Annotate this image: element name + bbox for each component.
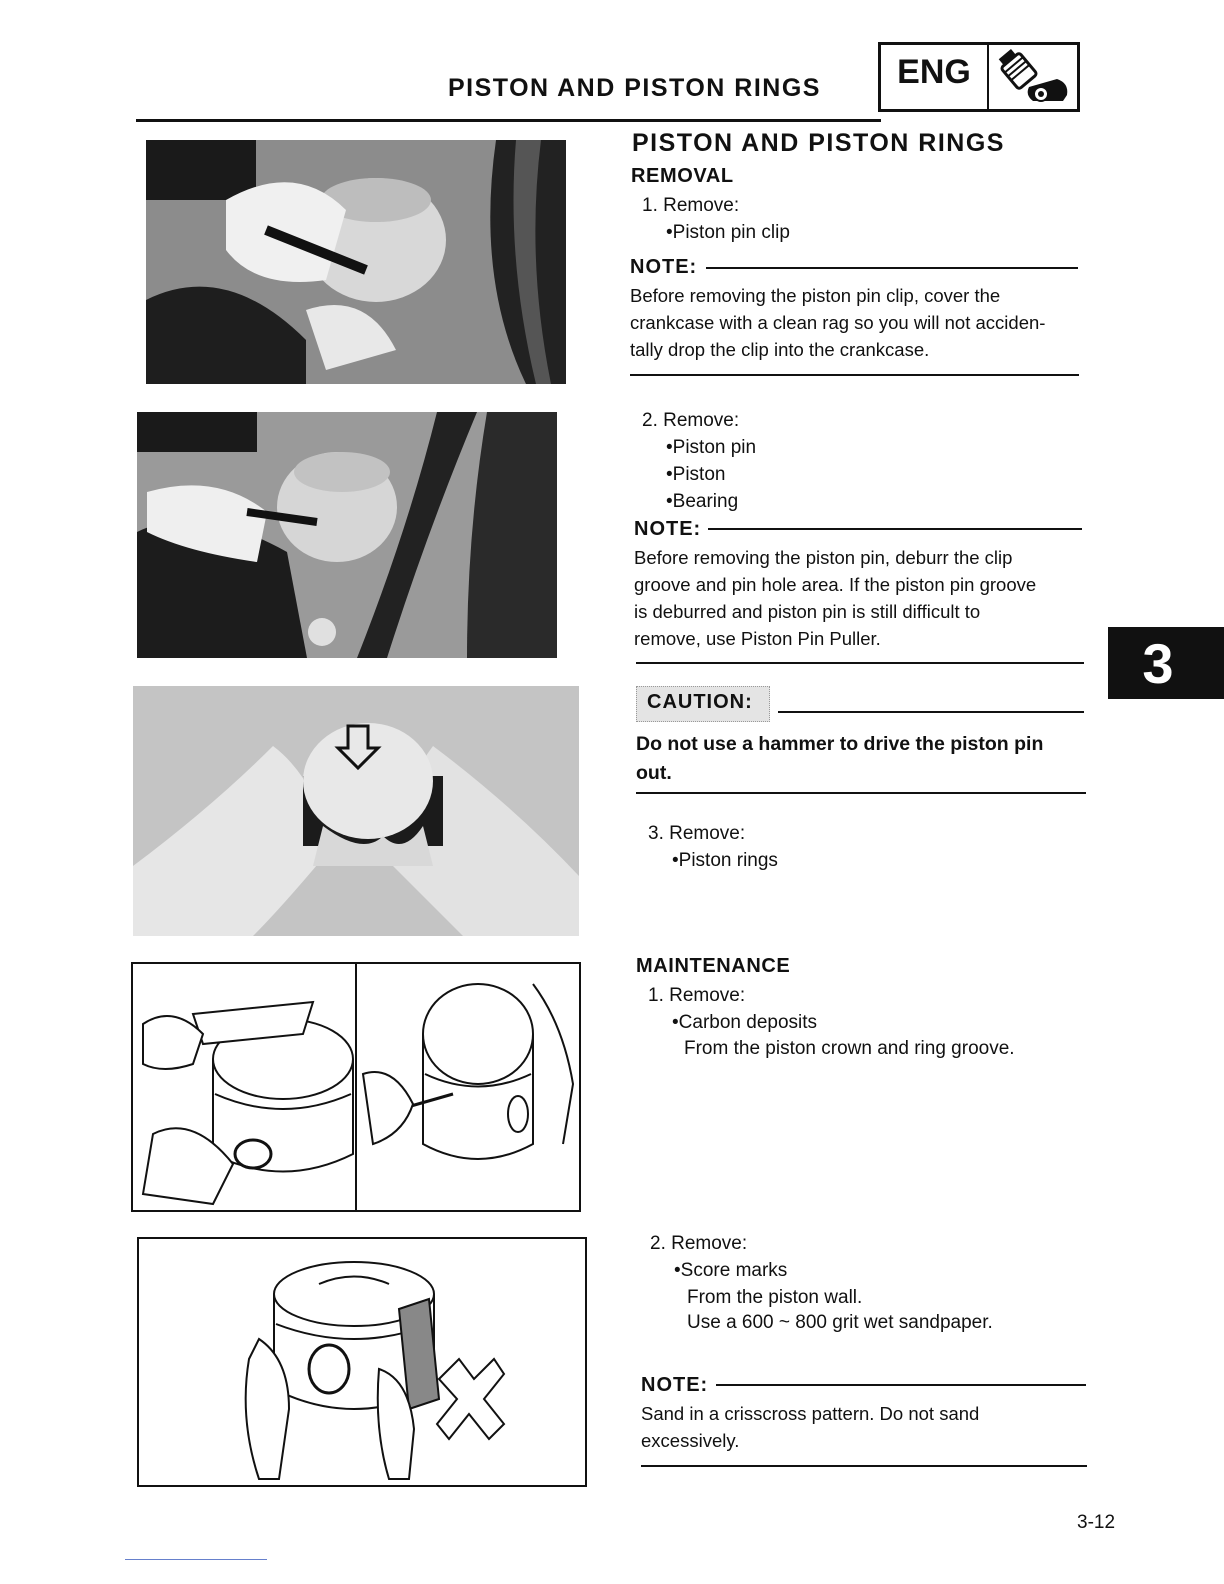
engine-piston-icon — [993, 49, 1073, 107]
header-title: PISTON AND PISTON RINGS — [448, 74, 821, 102]
maintenance-heading: MAINTENANCE — [636, 955, 791, 977]
note-end-rule-1 — [630, 374, 1079, 376]
note-line: is deburred and piston pin is still difficult to — [634, 601, 981, 622]
removal-step-2-item: •Bearing — [666, 491, 739, 512]
section-badge — [878, 42, 1080, 112]
note-line: Before removing the piston pin, deburr the clip — [634, 547, 1013, 568]
removal-step-2-item: •Piston — [666, 464, 726, 485]
maintenance-step-2-item: •Score marks — [674, 1260, 788, 1281]
removal-heading: REMOVAL — [631, 165, 734, 187]
note-label-1: NOTE: — [630, 256, 698, 278]
photo-removing-piston-pin-clip — [146, 140, 566, 384]
note-line: Before removing the piston pin clip, cover the — [630, 285, 1001, 306]
maintenance-step-2-detail: Use a 600 ~ 800 grit wet sandpaper. — [687, 1312, 993, 1333]
removal-step-1: 1. Remove: — [642, 195, 740, 216]
photo-removing-piston-rings — [133, 686, 579, 936]
note-line: Sand in a crisscross pattern. Do not sand — [641, 1403, 980, 1424]
note-text-3 — [641, 1400, 1087, 1454]
removal-step-1-item: •Piston pin clip — [666, 222, 790, 243]
note-line: groove and pin hole area. If the piston pin groove — [634, 574, 1037, 595]
chapter-tab-label: 3 — [1142, 632, 1174, 695]
caution-line: Do not use a hammer to drive the piston pin — [636, 733, 1044, 755]
maintenance-step-2: 2. Remove: — [650, 1233, 748, 1254]
note-line: tally drop the clip into the crankcase. — [630, 339, 930, 360]
note-label-3: NOTE: — [641, 1374, 709, 1396]
header-rule — [136, 119, 881, 122]
note-label-2: NOTE: — [634, 518, 702, 540]
maintenance-step-2-detail: From the piston wall. — [687, 1287, 863, 1308]
section-code: ENG — [897, 53, 971, 91]
removal-step-2: 2. Remove: — [642, 410, 740, 431]
illustration-score-marks — [137, 1237, 587, 1487]
chapter-tab — [1108, 627, 1224, 699]
maintenance-step-1-item: •Carbon deposits — [672, 1012, 818, 1033]
removal-step-3-item: •Piston rings — [672, 850, 778, 871]
note-text-2 — [634, 544, 1082, 652]
note-line: remove, use Piston Pin Puller. — [634, 628, 881, 649]
maintenance-step-1: 1. Remove: — [648, 985, 746, 1006]
bottom-link-underline — [125, 1559, 267, 1560]
page-number: 3-12 — [1077, 1512, 1116, 1533]
caution-end-rule — [636, 792, 1086, 794]
maintenance-step-1-detail: From the piston crown and ring groove. — [684, 1038, 1015, 1059]
illustration-carbon-deposits — [131, 962, 581, 1212]
section-title: PISTON AND PISTON RINGS — [632, 129, 1005, 157]
note-rule-2 — [708, 528, 1082, 530]
caution-text — [636, 730, 1086, 788]
note-rule-1 — [706, 267, 1078, 269]
caution-label: CAUTION: — [647, 691, 753, 713]
badge-divider — [987, 45, 989, 109]
caution-badge — [636, 686, 770, 722]
removal-step-2-item: •Piston pin — [666, 437, 757, 458]
note-end-rule-3 — [641, 1465, 1087, 1467]
note-text-1 — [630, 282, 1080, 363]
note-line: crankcase with a clean rag so you will not acciden- — [630, 312, 1046, 333]
caution-line: out. — [636, 762, 672, 784]
note-end-rule-2 — [636, 662, 1084, 664]
removal-step-3: 3. Remove: — [648, 823, 746, 844]
note-line: excessively. — [641, 1430, 740, 1451]
note-rule-3 — [716, 1384, 1086, 1386]
caution-rule — [778, 711, 1084, 713]
photo-removing-piston-pin — [137, 412, 557, 658]
